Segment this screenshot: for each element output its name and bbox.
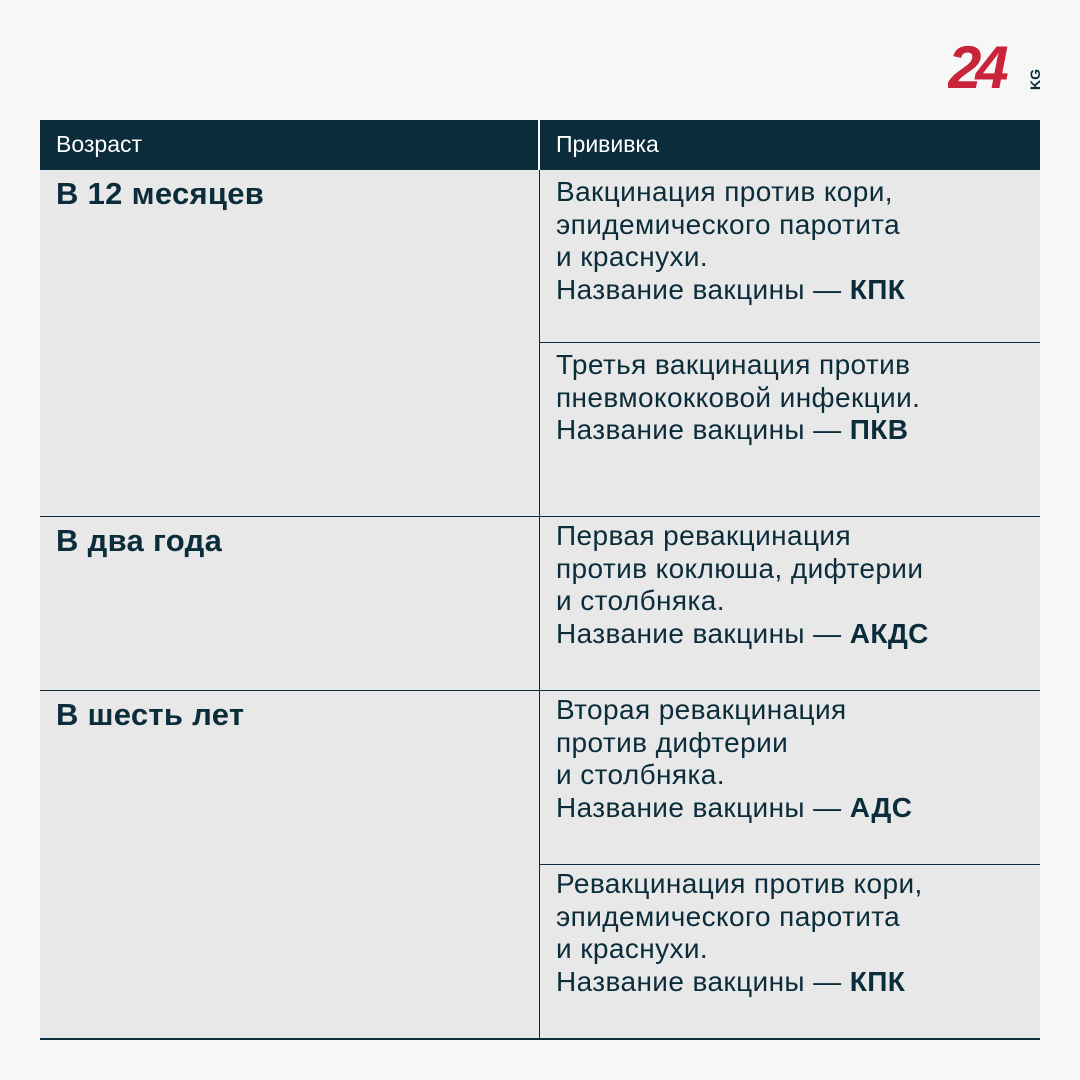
vaccination-line: против коклюша, дифтерии: [556, 552, 924, 584]
vaccine-name-prefix: Название вакцины —: [556, 273, 850, 305]
brand-logo-text: 24: [948, 36, 1003, 96]
vaccination-cell: [556, 349, 1036, 447]
entry-divider: [539, 864, 1040, 865]
vaccination-line: эпидемического паротита: [556, 900, 901, 932]
vaccine-name: АДС: [849, 791, 913, 823]
vaccine-name-line: [556, 414, 1036, 447]
vaccine-name-line: [556, 274, 1036, 307]
vaccine-name-line: [556, 792, 1036, 825]
vaccine-name-prefix: Название вакцины —: [556, 617, 850, 649]
vaccine-name: КПК: [849, 965, 906, 997]
vaccination-line: и краснухи.: [556, 241, 709, 272]
vaccine-name: АКДС: [849, 617, 929, 649]
vaccine-name-prefix: Название вакцины —: [556, 414, 850, 445]
vaccine-name-prefix: Название вакцины —: [556, 965, 850, 997]
brand-logo: [948, 36, 1044, 96]
vaccination-line: Третья вакцинация против: [556, 349, 911, 380]
vaccine-name-line: [556, 966, 1036, 999]
header-vaccination: Прививка: [556, 131, 659, 157]
vaccination-schedule-table: [40, 120, 1040, 1040]
row-divider: [40, 690, 1040, 691]
age-cell-12-months: В 12 месяцев: [56, 176, 265, 211]
entry-divider: [539, 342, 1040, 343]
vaccination-cell: [556, 176, 1036, 306]
brand-logo-suffix: KG: [1027, 69, 1043, 90]
vaccination-line: пневмококковой инфекции.: [556, 381, 921, 413]
row-divider: [40, 516, 1040, 517]
vaccine-name: КПК: [849, 273, 906, 305]
vaccine-name-line: [556, 618, 1036, 651]
vaccination-cell: [556, 694, 1036, 824]
vaccination-line: эпидемического паротита: [556, 208, 901, 240]
vaccination-line: Первая ревакцинация: [556, 520, 852, 551]
table-header: [40, 120, 1040, 170]
age-cell-six-years: В шесть лет: [56, 697, 245, 732]
vaccine-name: ПКВ: [849, 414, 909, 445]
vaccination-cell: [556, 868, 1036, 998]
vaccination-line: против дифтерии: [556, 726, 789, 758]
vaccination-line: и столбняка.: [556, 585, 725, 616]
vaccination-line: и столбняка.: [556, 759, 725, 790]
column-divider: [539, 170, 540, 1038]
vaccination-line: Вторая ревакцинация: [556, 694, 847, 725]
age-cell-two-years: В два года: [56, 523, 223, 558]
header-divider: [538, 120, 540, 170]
brand-logo-mark: [948, 36, 1044, 96]
vaccination-cell: [556, 520, 1036, 650]
header-age: Возраст: [56, 131, 143, 157]
vaccination-line: и краснухи.: [556, 933, 709, 964]
vaccine-name-prefix: Название вакцины —: [556, 791, 850, 823]
vaccination-line: Вакцинация против кори,: [556, 176, 893, 207]
vaccination-line: Ревакцинация против кори,: [556, 868, 923, 899]
